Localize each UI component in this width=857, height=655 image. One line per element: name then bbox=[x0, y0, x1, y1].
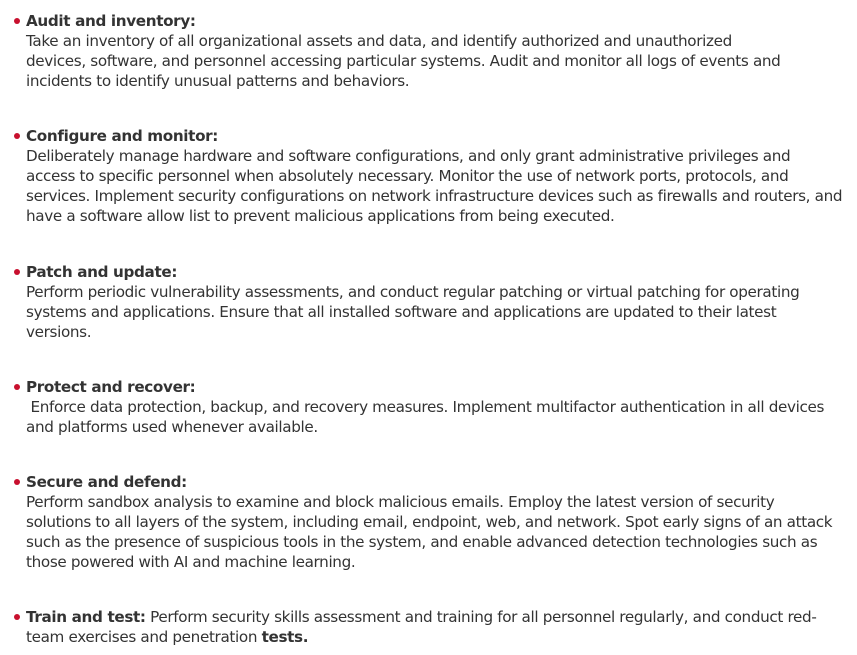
list-item-train-and-test bbox=[0, 607, 857, 647]
item-bold-text: tests. bbox=[261, 628, 309, 646]
bullet-icon bbox=[14, 614, 20, 620]
bullet-icon bbox=[14, 384, 20, 390]
list-item-content bbox=[26, 262, 857, 342]
list-item-content bbox=[26, 11, 857, 91]
item-text-line: and platforms used whenever available. bbox=[26, 418, 318, 436]
list-item-content bbox=[26, 472, 857, 572]
item-heading: Audit and inventory: bbox=[26, 12, 196, 30]
item-heading: Configure and monitor: bbox=[26, 127, 219, 145]
list-item-content bbox=[26, 377, 857, 437]
item-text-line: systems and applications. Ensure that all installed software and applications are updated to their latest bbox=[26, 303, 777, 321]
item-text-line: Perform periodic vulnerability assessments, and conduct regular patching or virtual patching for operating bbox=[26, 283, 800, 301]
bullet-icon bbox=[14, 133, 20, 139]
item-text-line: access to specific personnel when absolutely necessary. Monitor the use of network ports, protocols, and bbox=[26, 167, 789, 185]
item-inline-text: Perform security skills assessment and training for all personnel regularly, and conduct red- bbox=[145, 608, 817, 626]
bullet-icon bbox=[14, 269, 20, 275]
item-text-line: services. Implement security configurations on network infrastructure devices such as firewalls and routers, and bbox=[26, 187, 843, 205]
list-item-content bbox=[26, 607, 857, 647]
bullet-icon bbox=[14, 479, 20, 485]
item-text-line: such as the presence of suspicious tools in the system, and enable advanced detection technologies such as bbox=[26, 533, 818, 551]
list-item-audit-and-inventory bbox=[0, 11, 857, 91]
list-item-configure-and-monitor bbox=[0, 126, 857, 226]
item-text-line bbox=[26, 607, 857, 627]
list-item-patch-and-update bbox=[0, 262, 857, 342]
item-heading: Secure and defend: bbox=[26, 473, 187, 491]
list-item-content bbox=[26, 126, 857, 226]
item-text-line: Enforce data protection, backup, and recovery measures. Implement multifactor authentication in all devices bbox=[26, 398, 825, 416]
item-text-line: versions. bbox=[26, 323, 92, 341]
item-text: team exercises and penetration bbox=[26, 628, 262, 646]
item-heading: Patch and update: bbox=[26, 263, 178, 281]
item-text-line: Take an inventory of all organizational assets and data, and identify authorized and unauthorized bbox=[26, 32, 732, 50]
item-text-line: incidents to identify unusual patterns and behaviors. bbox=[26, 72, 410, 90]
item-text-line: solutions to all layers of the system, including email, endpoint, web, and network. Spot early signs of an attack bbox=[26, 513, 833, 531]
list-item-protect-and-recover bbox=[0, 377, 857, 437]
item-heading: Train and test: bbox=[26, 608, 146, 626]
item-text-line: Perform sandbox analysis to examine and block malicious emails. Employ the latest version of security bbox=[26, 493, 775, 511]
item-text-line: have a software allow list to prevent malicious applications from being executed. bbox=[26, 207, 615, 225]
item-text-line bbox=[26, 627, 857, 647]
list-item-secure-and-defend bbox=[0, 472, 857, 572]
item-text-line: devices, software, and personnel accessing particular systems. Audit and monitor all logs of events and bbox=[26, 52, 781, 70]
item-text-line: Deliberately manage hardware and software configurations, and only grant administrative privileges and bbox=[26, 147, 791, 165]
item-heading: Protect and recover: bbox=[26, 378, 196, 396]
bullet-icon bbox=[14, 18, 20, 24]
item-text-line: those powered with AI and machine learning. bbox=[26, 553, 356, 571]
